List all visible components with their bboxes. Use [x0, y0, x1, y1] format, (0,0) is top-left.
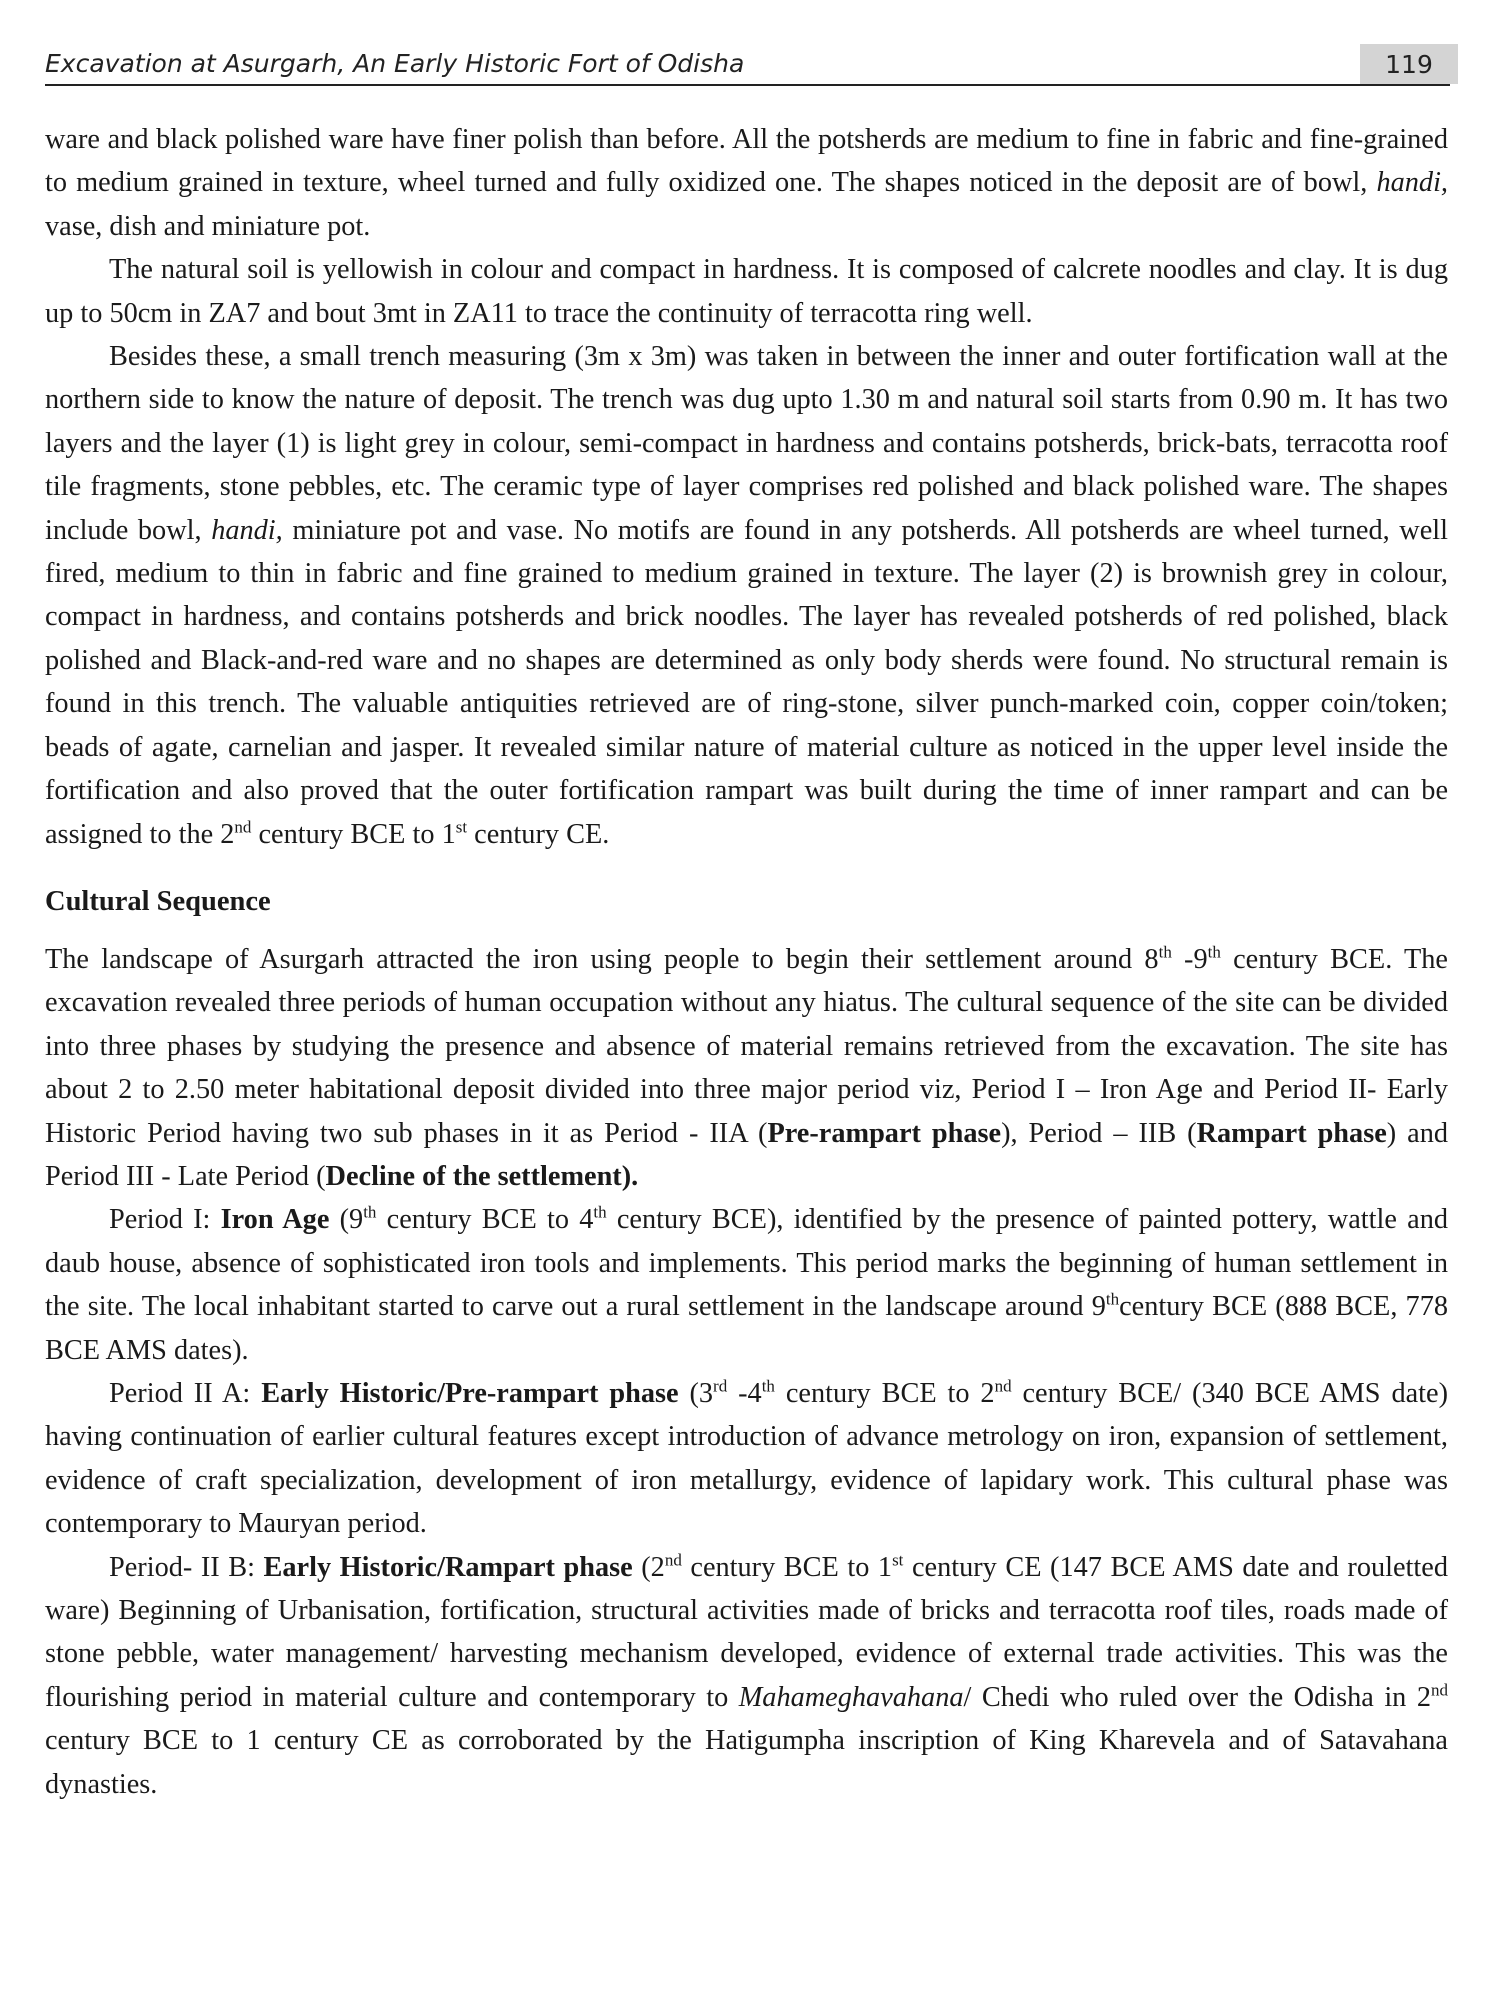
- running-title: Excavation at Asurgarh, An Early Historic Fort of Odisha: [45, 49, 745, 78]
- paragraph-6: Period II A: Early Historic/Pre-rampart phase (3rd -4th century BCE to 2nd century BCE/ (340 BCE AMS date) having continuation of earlier cultural features except introduction of advance metrology on iron, expansion of settlement, evidence of craft specialization, development of iron metallurgy, evidence of lapidary work. This cultural phase was contemporary to Mauryan period.: [45, 1376, 1448, 1540]
- paragraph-5: Period I: Iron Age (9th century BCE to 4th century BCE), identified by the presence of painted pottery, wattle and daub house, absence of sophisticated iron tools and implements. This period marks the beginning of human settlement in the site. The local inhabitant started to carve out a rural settlement in the landscape around 9thcentury BCE (888 BCE, 778 BCE AMS dates).: [45, 1202, 1449, 1366]
- section-heading-cultural-sequence: Cultural Sequence: [45, 885, 271, 917]
- paragraph-1: ware and black polished ware have finer polish than before. All the potsherds are medium to fine in fabric and fine-grained to medium grained in texture, wheel turned and fully oxidized one. The shapes noticed in the deposit are of bowl, handi, vase, dish and miniature pot.: [45, 124, 1448, 242]
- paragraph-2: The natural soil is yellowish in colour and compact in hardness. It is composed of calcrete noodles and clay. It is dug up to 50cm in ZA7 and bout 3mt in ZA11 to trace the continuity of terracotta ring well.: [45, 254, 1448, 329]
- page-body: [45, 118, 1448, 1806]
- page-number: 119: [1360, 44, 1458, 84]
- page-header: [45, 40, 1450, 86]
- paragraph-4: The landscape of Asurgarh attracted the iron using people to begin their settlement around 8th -9th century BCE. The excavation revealed three periods of human occupation without any hiatus. The cultural sequence of the site can be divided into three phases by studying the presence and absence of material remains retrieved from the excavation. The site has about 2 to 2.50 meter habitational deposit divided into three major period viz, Period I – Iron Age and Period II- Early Historic Period having two sub phases in it as Period - IIA (Pre-rampart phase), Period – IIB (Rampart phase) and Period III - Late Period (Decline of the settlement).: [45, 942, 1449, 1192]
- paragraph-3: Besides these, a small trench measuring (3m x 3m) was taken in between the inner and outer fortification wall at the northern side to know the nature of deposit. The trench was dug upto 1.30 m and natural soil starts from 0.90 m. It has two layers and the layer (1) is light grey in colour, semi-compact in hardness and contains potsherds, brick-bats, terracotta roof tile fragments, stone pebbles, etc. The ceramic type of layer comprises red polished and black polished ware. The shapes include bowl, handi, miniature pot and vase. No motifs are found in any potsherds. All potsherds are wheel turned, well fired, medium to thin in fabric and fine grained to medium grained in texture. The layer (2) is brownish grey in colour, compact in hardness, and contains potsherds and brick noodles. The layer has revealed potsherds of red polished, black polished and Black-and-red ware and no shapes are determined as only body sherds were found. No structural remain is found in this trench. The valuable antiquities retrieved are of ring-stone, silver punch-marked coin, copper coin/token; beads of agate, carnelian and jasper. It revealed similar nature of material culture as noticed in the upper level inside the fortification and also proved that the outer fortification rampart was built during the time of inner rampart and can be assigned to the 2nd century BCE to 1st century CE.: [45, 341, 1448, 850]
- paragraph-7: Period- II B: Early Historic/Rampart phase (2nd century BCE to 1st century CE (147 BCE AMS date and rouletted ware) Beginning of Urbanisation, fortification, structural activities made of bricks and terracotta roof tiles, roads made of stone pebble, water management/ harvesting mechanism developed, evidence of external trade activities. This was the flourishing period in material culture and contemporary to Mahameghavahana/ Chedi who ruled over the Odisha in 2nd century BCE to 1 century CE as corroborated by the Hatigumpha inscription of King Kharevela and of Satavahana dynasties.: [45, 1550, 1448, 1800]
